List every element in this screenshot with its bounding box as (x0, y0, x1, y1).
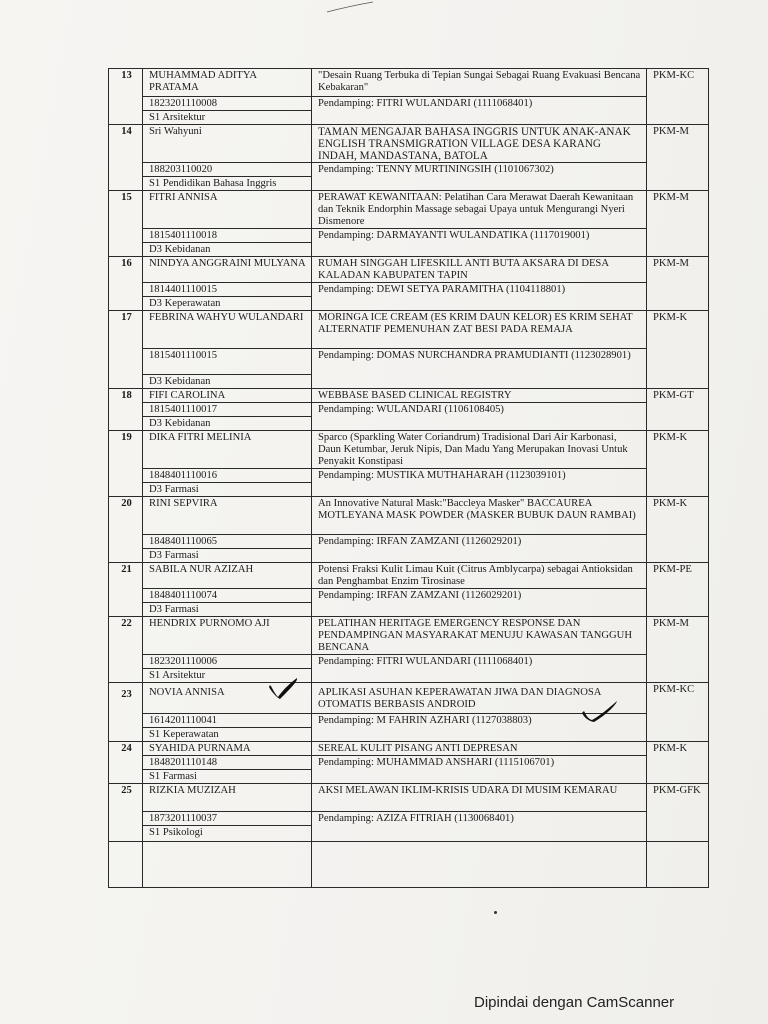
table-row (109, 535, 709, 549)
entry-number: 20 (109, 497, 143, 563)
pkm-category: PKM-K (647, 497, 709, 563)
pkm-category: PKM-K (647, 311, 709, 389)
table-row (109, 191, 709, 229)
table-row (109, 69, 709, 97)
pkm-category: PKM-K (647, 742, 709, 784)
table-row (109, 784, 709, 812)
proposal-title: AKSI MELAWAN IKLIM-KRISIS UDARA DI MUSIM KEMARAU (312, 784, 647, 812)
student-name: FEBRINA WAHYU WULANDARI (143, 311, 312, 349)
student-id: 1823201110008 (143, 97, 312, 111)
study-program: D3 Kebidanan (143, 417, 312, 431)
proposal-title: MORINGA ICE CREAM (ES KRIM DAUN KELOR) ES KRIM SEHAT ALTERNATIF PEMENUHAN ZAT BESI PADA REMAJA (312, 311, 647, 349)
entry-number: 15 (109, 191, 143, 257)
student-id: 1848401110016 (143, 469, 312, 483)
entry-number: 13 (109, 69, 143, 125)
table-row (109, 431, 709, 469)
proposal-title: Potensi Fraksi Kulit Limau Kuit (Citrus Amblycarpa) sebagai Antioksidan dan Penghambat Enzim Tirosinase (312, 563, 647, 589)
pkm-category: PKM-M (647, 191, 709, 257)
advisor: Pendamping: TENNY MURTININGSIH (1101067302) (312, 163, 647, 191)
pkm-category: PKM-M (647, 125, 709, 191)
table-row (109, 756, 709, 770)
student-id: 1873201110037 (143, 812, 312, 826)
proposal-title: APLIKASI ASUHAN KEPERAWATAN JIWA DAN DIAGNOSA OTOMATIS BERBASIS ANDROID (312, 683, 647, 714)
advisor: Pendamping: DEWI SETYA PARAMITHA (1104118801) (312, 283, 647, 311)
student-name: SABILA NUR AZIZAH (143, 563, 312, 589)
student-id: 1614201110041 (143, 714, 312, 728)
table-row (109, 812, 709, 826)
student-id: 1823201110006 (143, 655, 312, 669)
table-row-empty (109, 842, 709, 888)
study-program: S1 Keperawatan (143, 728, 312, 742)
study-program: D3 Kebidanan (143, 243, 312, 257)
proposal-title: TAMAN MENGAJAR BAHASA INGGRIS UNTUK ANAK-ANAK ENGLISH TRANSMIGRATION VILLAGE DESA KARANG INDAH, MANDASTANA, BATOLA (312, 125, 647, 163)
student-id: 1815401110015 (143, 349, 312, 375)
table-row (109, 742, 709, 756)
pen-stroke-mark (325, 0, 375, 14)
pkm-category: PKM-M (647, 257, 709, 311)
entry-number: 25 (109, 784, 143, 842)
student-name: RIZKIA MUZIZAH (143, 784, 312, 812)
student-id: 1848201110148 (143, 756, 312, 770)
student-name: RINI SEPVIRA (143, 497, 312, 535)
table-row (109, 349, 709, 375)
table-row (109, 403, 709, 417)
student-id: 1815401110017 (143, 403, 312, 417)
entry-number: 14 (109, 125, 143, 191)
student-name: FITRI ANNISA (143, 191, 312, 229)
advisor: Pendamping: MUHAMMAD ANSHARI (1115106701) (312, 756, 647, 784)
table-row (109, 163, 709, 177)
study-program: D3 Keperawatan (143, 297, 312, 311)
pkm-category: PKM-PE (647, 563, 709, 617)
student-id: 1848401110074 (143, 589, 312, 603)
entry-number: 22 (109, 617, 143, 683)
table-row (109, 257, 709, 283)
advisor: Pendamping: WULANDARI (1106108405) (312, 403, 647, 431)
pkm-category: PKM-KC (647, 683, 709, 742)
advisor: Pendamping: DOMAS NURCHANDRA PRAMUDIANTI (1123028901) (312, 349, 647, 389)
table-row (109, 389, 709, 403)
pkm-category: PKM-K (647, 431, 709, 497)
student-name: MUHAMMAD ADITYA PRATAMA (143, 69, 312, 97)
table-row (109, 589, 709, 603)
student-name: FIFI CAROLINA (143, 389, 312, 403)
student-id: 1815401110018 (143, 229, 312, 243)
study-program: D3 Farmasi (143, 603, 312, 617)
checkmark-icon (266, 675, 300, 701)
empty-cell (312, 842, 647, 888)
entry-number: 17 (109, 311, 143, 389)
table-row (109, 125, 709, 163)
table-row (109, 655, 709, 669)
empty-cell (647, 842, 709, 888)
proposal-title: PERAWAT KEWANITAAN: Pelatihan Cara Merawat Daerah Kewanitaan dan Teknik Endorphin Massage sebagai Upaya untuk Mengurangi Nyeri Dismenore (312, 191, 647, 229)
proposal-title: WEBBASE BASED CLINICAL REGISTRY (312, 389, 647, 403)
student-name: Sri Wahyuni (143, 125, 312, 163)
entry-number: 21 (109, 563, 143, 617)
pkm-category: PKM-GFK (647, 784, 709, 842)
entry-number: 18 (109, 389, 143, 431)
study-program: S1 Pendidikan Bahasa Inggris (143, 177, 312, 191)
table-row (109, 469, 709, 483)
advisor: Pendamping: M FAHRIN AZHARI (1127038803) (312, 714, 647, 742)
empty-cell (143, 842, 312, 888)
student-name: SYAHIDA PURNAMA (143, 742, 312, 756)
study-program: D3 Farmasi (143, 483, 312, 497)
student-name: DIKA FITRI MELINIA (143, 431, 312, 469)
student-id: 188203110020 (143, 163, 312, 177)
entry-number: 19 (109, 431, 143, 497)
advisor: Pendamping: DARMAYANTI WULANDATIKA (1117019001) (312, 229, 647, 257)
student-name: HENDRIX PURNOMO AJI (143, 617, 312, 655)
advisor: Pendamping: AZIZA FITRIAH (1130068401) (312, 812, 647, 842)
table-row (109, 283, 709, 297)
proposal-title: "Desain Ruang Terbuka di Tepian Sungai Sebagai Ruang Evakuasi Bencana Kebakaran" (312, 69, 647, 97)
advisor: Pendamping: IRFAN ZAMZANI (1126029201) (312, 589, 647, 617)
study-program: D3 Kebidanan (143, 375, 312, 389)
student-id: 1848401110065 (143, 535, 312, 549)
roster-body (109, 69, 709, 888)
student-id: 1814401110015 (143, 283, 312, 297)
student-name: NINDYA ANGGRAINI MULYANA (143, 257, 312, 283)
proposal-title: Sparco (Sparkling Water Coriandrum) Tradisional Dari Air Karbonasi, Daun Ketumbar, Jeruk Nipis, Dan Madu Yang Merupakan Inovasi Untuk Penyakit Konstipasi (312, 431, 647, 469)
table-row (109, 617, 709, 655)
entry-number: 23 (109, 683, 143, 742)
study-program: S1 Psikologi (143, 826, 312, 842)
advisor: Pendamping: FITRI WULANDARI (1111068401) (312, 97, 647, 125)
camscanner-watermark: Dipindai dengan CamScanner (474, 994, 675, 1011)
proposal-title: SEREAL KULIT PISANG ANTI DEPRESAN (312, 742, 647, 756)
proposal-title: PELATIHAN HERITAGE EMERGENCY RESPONSE DAN PENDAMPINGAN MASYARAKAT MENUJU KAWASAN TANGGUH BENCANA (312, 617, 647, 655)
proposal-title: An Innovative Natural Mask:"Baccleya Masker" BACCAUREA MOTLEYANA MASK POWDER (MASKER BUBUK DAUN RAMBAI) (312, 497, 647, 535)
advisor: Pendamping: FITRI WULANDARI (1111068401) (312, 655, 647, 683)
study-program: D3 Farmasi (143, 549, 312, 563)
study-program: S1 Arsitektur (143, 669, 312, 683)
pkm-category: PKM-M (647, 617, 709, 683)
student-name: NOVIA ANNISA (143, 683, 312, 714)
entry-number: 24 (109, 742, 143, 784)
study-program: S1 Arsitektur (143, 111, 312, 125)
pkm-category: PKM-KC (647, 69, 709, 125)
pkm-category: PKM-GT (647, 389, 709, 431)
ink-speck (494, 911, 497, 914)
table-row (109, 229, 709, 243)
entry-number: 16 (109, 257, 143, 311)
table-row (109, 311, 709, 349)
checkmark-icon (580, 697, 620, 723)
advisor: Pendamping: IRFAN ZAMZANI (1126029201) (312, 535, 647, 563)
advisor: Pendamping: MUSTIKA MUTHAHARAH (1123039101) (312, 469, 647, 497)
table-row (109, 497, 709, 535)
proposal-title: RUMAH SINGGAH LIFESKILL ANTI BUTA AKSARA DI DESA KALADAN KABUPATEN TAPIN (312, 257, 647, 283)
study-program: S1 Farmasi (143, 770, 312, 784)
table-row (109, 563, 709, 589)
table-row (109, 97, 709, 111)
pkm-roster-table (108, 68, 709, 888)
empty-cell (109, 842, 143, 888)
